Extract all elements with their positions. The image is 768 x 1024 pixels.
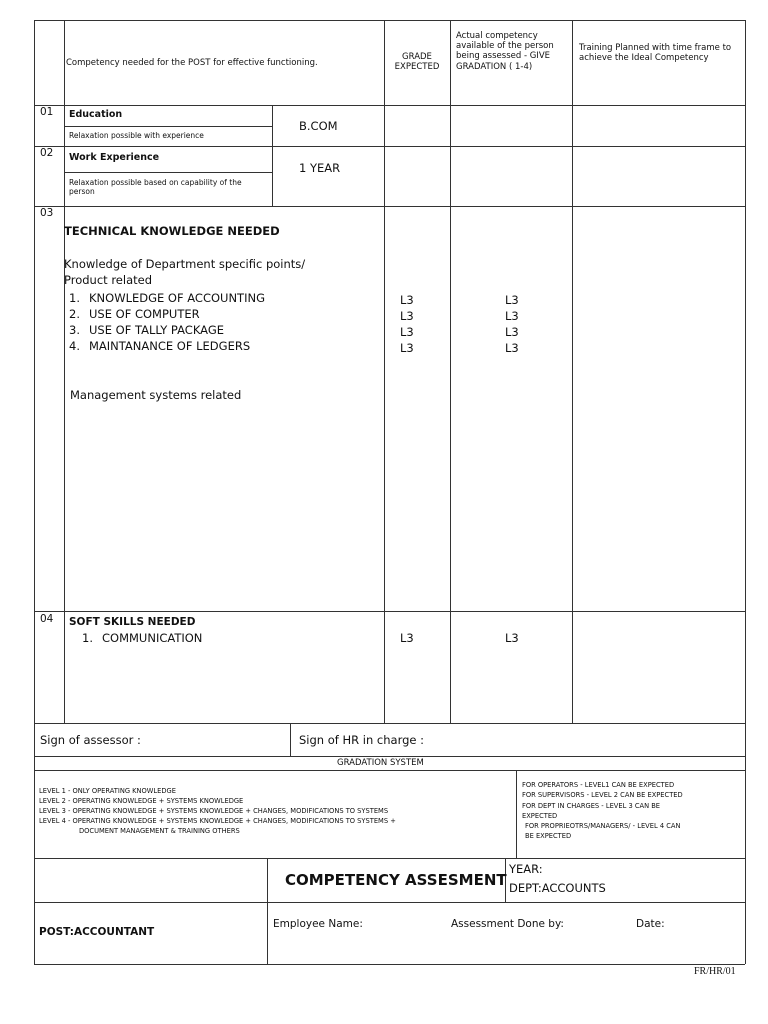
sign-bottom-line	[34, 756, 745, 757]
table-border-right	[745, 20, 746, 964]
year-label: YEAR:	[509, 862, 543, 876]
form-title: COMPETENCY ASSESMENT	[285, 871, 507, 889]
row04-grade: L3	[400, 631, 414, 645]
row01-note: Relaxation possible with experience	[69, 131, 204, 140]
level-4-text: LEVEL 4 - OPERATING KNOWLEDGE + SYSTEMS KNOWLEDGE + CHANGES, MODIFICATIONS TO SYSTEMS +	[39, 817, 396, 825]
date-label: Date:	[636, 918, 665, 930]
row01-inner-line	[64, 126, 272, 127]
gradation-title-line	[34, 770, 745, 771]
expectation-dept-incharge: FOR DEPT IN CHARGES - LEVEL 3 CAN BE	[522, 801, 661, 810]
sign-of-hr: Sign of HR in charge :	[299, 733, 425, 747]
list-item	[62, 338, 265, 354]
item-text: USE OF TALLY PACKAGE	[89, 323, 225, 337]
dept-label: DEPT:ACCOUNTS	[509, 881, 606, 895]
row03-title: TECHNICAL KNOWLEDGE NEEDED	[64, 224, 280, 238]
row02-inner-line	[64, 172, 272, 173]
expectation-proprietors: FOR PROPRIEOTRS/MANAGERS/ - LEVEL 4 CAN	[525, 822, 681, 831]
technical-knowledge-list	[62, 290, 265, 354]
actual-col-line	[450, 20, 451, 723]
item-number: 1.	[69, 291, 80, 305]
assessment-done-by-label: Assessment Done by:	[451, 918, 564, 930]
gradation-divider	[516, 770, 517, 858]
row01-number: 01	[40, 106, 54, 118]
header-bottom-line	[34, 105, 745, 106]
level-4-text-cont: DOCUMENT MANAGEMENT & TRAINING OTHERS	[79, 827, 240, 835]
actual-value: L3	[505, 309, 519, 323]
row03-bottom-line	[34, 611, 745, 612]
gradation-bottom-line	[34, 858, 745, 859]
grade-value: L3	[400, 341, 414, 355]
level-2-text: LEVEL 2 - OPERATING KNOWLEDGE + SYSTEMS KNOWLEDGE	[39, 797, 244, 805]
row01-value: B.COM	[299, 119, 338, 133]
item-number: 3.	[69, 323, 80, 337]
level-1-text: LEVEL 1 - ONLY OPERATING KNOWLEDGE	[39, 787, 176, 795]
item-number: 4.	[69, 339, 80, 353]
footer-mid-line	[34, 902, 745, 903]
row03-dept-line-2: Product related	[64, 273, 152, 287]
list-item	[62, 290, 265, 306]
grade-col-line	[384, 20, 385, 723]
table-border-top	[34, 20, 745, 21]
sign-divider	[290, 723, 291, 756]
training-col-line	[572, 20, 573, 723]
row02-title: Work Experience	[69, 152, 160, 163]
row04-number: 04	[40, 613, 54, 625]
row02-note: Relaxation possible based on capability of the person	[69, 178, 242, 196]
item-text: MAINTANANCE OF LEDGERS	[89, 339, 251, 353]
sign-of-assessor: Sign of assessor :	[40, 733, 141, 747]
row03-dept-line-1: Knowledge of Department specific points/	[64, 257, 306, 271]
num-col-line	[64, 20, 65, 723]
grade-expected-list	[400, 292, 414, 356]
grade-value: L3	[400, 293, 414, 307]
row04-bottom-line	[34, 723, 745, 724]
row02-value: 1 YEAR	[299, 161, 341, 175]
header-grade-expected: GRADE EXPECTED	[394, 52, 440, 73]
gradation-levels	[39, 786, 396, 836]
header-training-planned: Training Planned with time frame to achieve the Ideal Competency	[579, 43, 732, 64]
gradation-expectations	[522, 780, 683, 842]
actual-grade-list	[505, 292, 519, 356]
item-number: 2.	[69, 307, 80, 321]
grade-value: L3	[400, 309, 414, 323]
grade-value: L3	[400, 325, 414, 339]
item-text: USE OF COMPUTER	[89, 307, 200, 321]
footer-left-divider	[267, 858, 268, 964]
row02-bottom-line	[34, 206, 745, 207]
level-3-text: LEVEL 3 - OPERATING KNOWLEDGE + SYSTEMS KNOWLEDGE + CHANGES, MODIFICATIONS TO SYSTEMS	[39, 807, 389, 815]
expectation-operators: FOR OPERATORS - LEVEL1 CAN BE EXPECTED	[522, 781, 675, 789]
list-item	[62, 322, 265, 338]
item-text: COMMUNICATION	[102, 631, 203, 645]
header-competency: Competency needed for the POST for effective functioning.	[66, 58, 318, 68]
actual-value: L3	[505, 293, 519, 307]
row04-title: SOFT SKILLS NEEDED	[69, 616, 196, 628]
value-col-line-r01	[272, 105, 273, 206]
employee-name-label: Employee Name:	[273, 918, 363, 930]
post-label: POST:ACCOUNTANT	[39, 926, 155, 938]
expectation-proprietors-cont: BE EXPECTED	[525, 832, 572, 841]
row02-number: 02	[40, 147, 54, 159]
row01-title: Education	[69, 109, 123, 120]
row03-management-systems: Management systems related	[70, 388, 242, 402]
row03-number: 03	[40, 207, 54, 219]
table-border-left	[34, 20, 35, 964]
row04-item	[62, 632, 202, 646]
expectation-supervisors: FOR SUPERVISORS - LEVEL 2 CAN BE EXPECTED	[522, 791, 683, 800]
footer-bottom-line	[34, 964, 745, 965]
gradation-title: GRADATION SYSTEM	[337, 758, 424, 768]
item-text: KNOWLEDGE OF ACCOUNTING	[89, 291, 265, 305]
expectation-dept-incharge-cont: EXPECTED	[522, 811, 558, 820]
actual-value: L3	[505, 341, 519, 355]
list-item	[62, 306, 265, 322]
actual-value: L3	[505, 325, 519, 339]
item-number: 1.	[82, 631, 93, 645]
header-actual-competency: Actual competency available of the person being assessed - GIVE GRADATION ( 1-4)	[456, 31, 554, 72]
row01-bottom-line	[34, 146, 745, 147]
row04-actual: L3	[505, 631, 519, 645]
document-code: FR/HR/01	[694, 966, 736, 977]
